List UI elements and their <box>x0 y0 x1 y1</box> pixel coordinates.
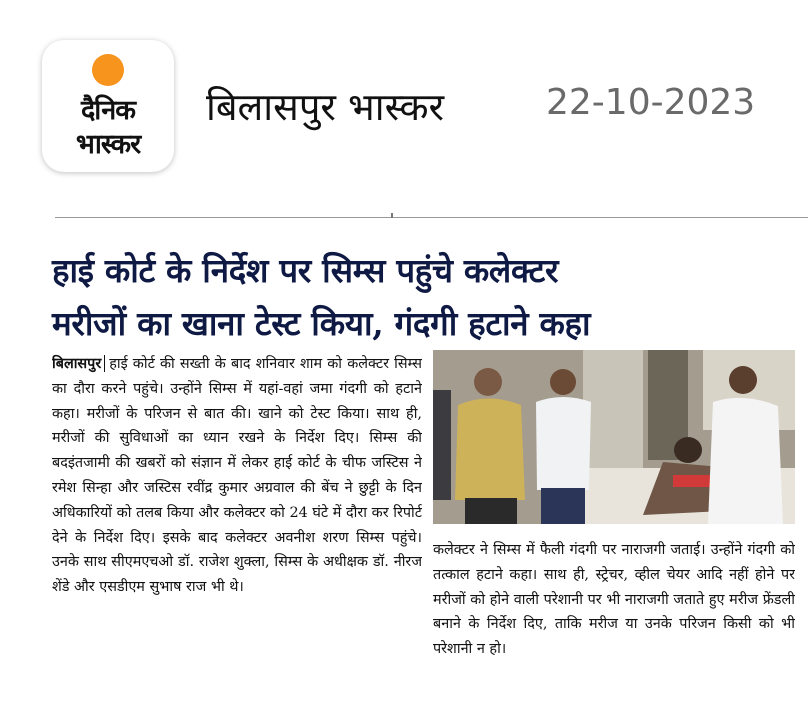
headline-line-2: मरीजों का खाना टेस्ट किया, गंदगी हटाने कहा <box>52 304 591 343</box>
headline-line-1: हाई कोर्ट के निर्देश पर सिम्स पहुंचे कलेक्टर <box>52 251 559 290</box>
divider <box>55 217 808 218</box>
logo-line-2: भास्कर <box>75 129 141 160</box>
dainik-bhaskar-logo <box>42 40 174 172</box>
article-column-left <box>52 352 422 692</box>
sun-icon <box>92 54 124 86</box>
article-column-right: कलेक्टर ने सिम्स में फैली गंदगी पर नाराजगी जताई। उन्होंने गंदगी को तत्काल हटाने कहा। साथ ही, स्ट्रेचर, व्हील चेयर आदि नहीं होने पर मरीजों को होने वाली परेशानी पर भी नाराजगी जताते हुए मरीज फ्रेंडली बनाने के निर्देश दिए, ताकि मरीज या उनके परिजन किसी को भी परेशानी न हो। <box>433 542 795 658</box>
edition-title: बिलासपुर भास्कर <box>206 85 445 129</box>
dateline: बिलासपुर <box>52 355 105 372</box>
article-body-left: हाई कोर्ट की सख्ती के बाद शनिवार शाम को कलेक्टर सिम्स का दौरा करने पहुंचे। उन्होंने सिम्स में यहां-वहां जमा गंदगी को हटाने कहा। मरीजों के परिजन से बात की। खाने को टेस्ट किया। साथ ही, मरीजों की सुविधाओं का ध्यान रखने के निर्देश दिए। सिम्स की बदइंतजामी की खबरों को संज्ञान में लेकर हाई कोर्ट के चीफ जस्टिस ने रमेश सिन्हा और जस्टिस रवींद्र कुमार अग्रवाल की बेंच ने छुट्टी के दिन अधिकारियों को तलब किया और कलेक्टर को 24 घंटे में दौरा कर रिपोर्ट देने के निर्देश दिए। इसके बाद कलेक्टर अवनीश शरण सिम्स पहुंचे। उनके साथ सीएमएचओ डॉ. राजेश शुक्ला, सिम्स के अधीक्षक डॉ. नीरज शेंडे और एसडीएम सुभाष राज भी थे। <box>52 356 422 596</box>
news-photo <box>433 350 795 524</box>
logo-line-1: दैनिक <box>80 95 136 126</box>
publication-date: 22-10-2023 <box>546 82 756 123</box>
divider-mark <box>391 213 393 218</box>
